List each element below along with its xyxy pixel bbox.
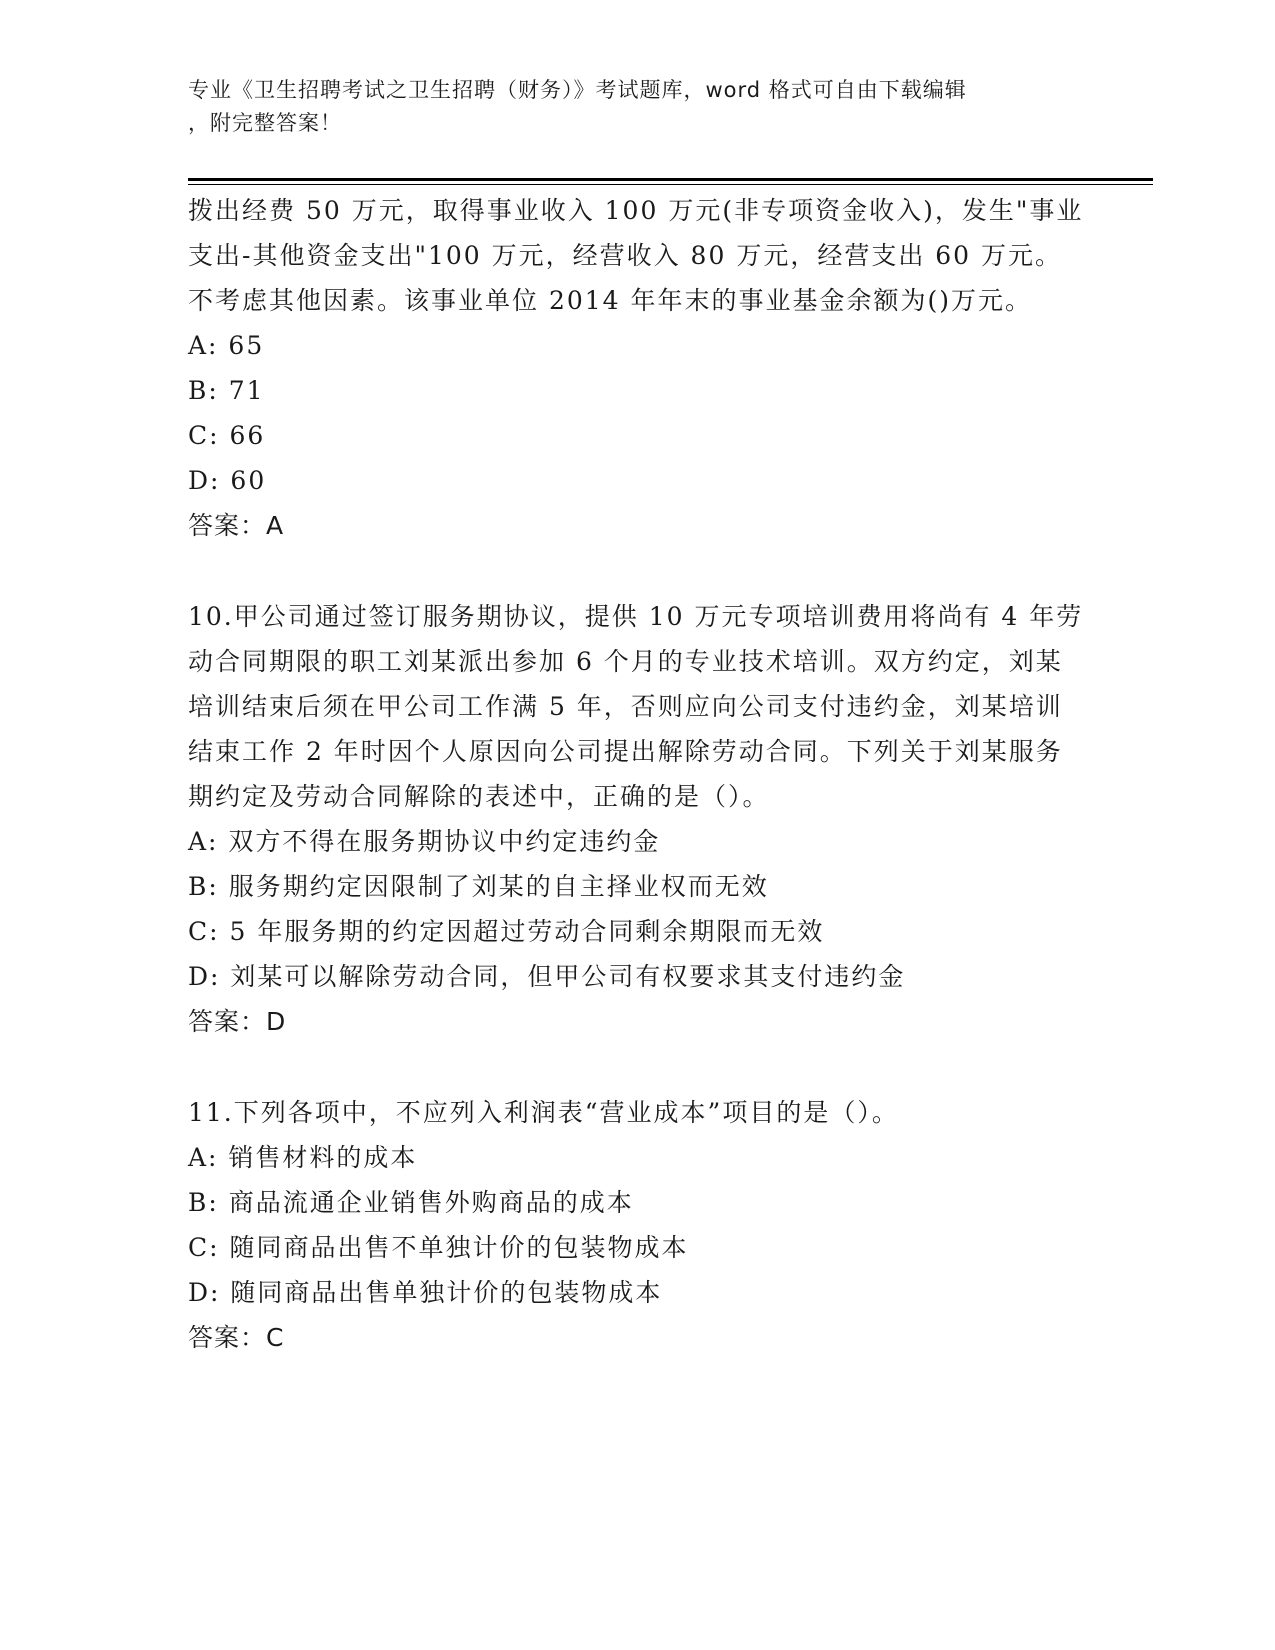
option-c: C: 5 年服务期的约定因超过劳动合同剩余期限而无效 xyxy=(188,917,825,946)
option-d: D: 随同商品出售单独计价的包装物成本 xyxy=(188,1278,663,1307)
option-d: D: 60 xyxy=(188,466,267,495)
header-line-1: 专业《卫生招聘考试之卫生招聘（财务）》考试题库，word 格式可自由下载编辑 xyxy=(188,78,967,102)
option-b: B: 商品流通企业销售外购商品的成本 xyxy=(188,1188,634,1217)
option-a: A: 销售材料的成本 xyxy=(188,1143,418,1172)
answer: 答案：D xyxy=(188,1007,287,1036)
option-b: B: 71 xyxy=(188,376,265,405)
question-content xyxy=(188,188,1088,1360)
option-a: A: 65 xyxy=(188,331,265,360)
question-10 xyxy=(188,594,1088,1044)
option-c: C: 66 xyxy=(188,421,266,450)
spacer xyxy=(188,548,1088,594)
header-line-2: ，附完整答案！ xyxy=(188,111,342,135)
answer: 答案：C xyxy=(188,1323,285,1352)
spacer xyxy=(188,1044,1088,1090)
option-d: D: 刘某可以解除劳动合同，但甲公司有权要求其支付违约金 xyxy=(188,962,906,991)
question-11 xyxy=(188,1090,1088,1360)
option-c: C: 随同商品出售不单独计价的包装物成本 xyxy=(188,1233,689,1262)
header-divider-thin xyxy=(188,184,1153,185)
option-a: A: 双方不得在服务期协议中约定违约金 xyxy=(188,827,661,856)
question-9 xyxy=(188,188,1088,548)
question-text: 拨出经费 50 万元，取得事业收入 100 万元(非专项资金收入)，发生"事业支出-其他资金支出"100 万元，经营收入 80 万元，经营支出 60 万元。不考虑其他因素。该事业单位 2014 年年末的事业基金余额为()万元。 xyxy=(188,196,1084,315)
answer: 答案：A xyxy=(188,511,285,540)
question-text: 10.甲公司通过签订服务期协议，提供 10 万元专项培训费用将尚有 4 年劳动合同期限的职工刘某派出参加 6 个月的专业技术培训。双方约定，刘某培训结束后须在甲公司工作满 5 年，否则应向公司支付违约金，刘某培训结束工作 2 年时因个人原因向公司提出解除劳动合同。下列关于刘某服务期约定及劳动合同解除的表述中，正确的是（）。 xyxy=(188,602,1084,811)
question-text: 11.下列各项中，不应列入利润表“营业成本”项目的是（）。 xyxy=(188,1098,899,1127)
header-divider-thick xyxy=(188,178,1153,181)
option-b: B: 服务期约定因限制了刘某的自主择业权而无效 xyxy=(188,872,769,901)
document-header xyxy=(188,74,1088,140)
